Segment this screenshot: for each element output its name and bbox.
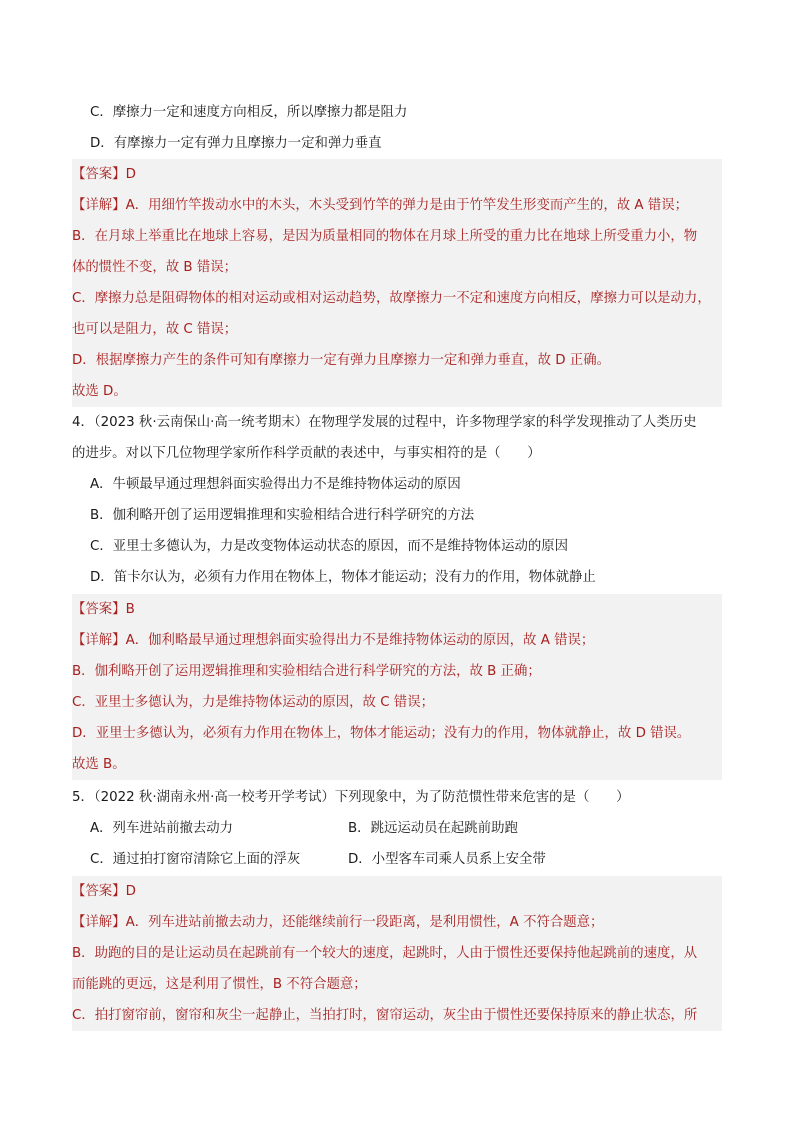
q5-options-row	[90, 813, 722, 844]
q4-detail-line: 故选 B。	[72, 749, 722, 780]
answer-value: B	[125, 602, 135, 617]
q3-detail-line: B．在月球上举重比在地球上容易，是因为质量相同的物体在月球上所受的重力比在地球上所受重力小，物	[72, 221, 722, 252]
detail-tag: 【详解】	[72, 915, 126, 930]
answer-tag: 【答案】	[72, 167, 126, 182]
q4-option-c: C．亚里士多德认为，力是改变物体运动状态的原因，而不是维持物体运动的原因	[90, 539, 569, 554]
answer-value: D	[125, 884, 136, 899]
q3-detail-line: 故选 D。	[72, 376, 722, 407]
answer-tag: 【答案】	[72, 884, 126, 899]
q5-options-row	[90, 844, 722, 875]
q3-detail-line: 也可以是阻力，故 C 错误；	[72, 314, 722, 345]
detail-tag: 【详解】	[72, 198, 126, 213]
q4-stem: 4．（2023 秋·云南保山·高一统考期末）在物理学发展的过程中，许多物理学家的科学发现推动了人类历史	[72, 415, 697, 430]
q4-answer	[72, 594, 722, 625]
q3-detail-line: C．摩擦力总是阻碍物体的相对运动或相对运动趋势，故摩擦力一不定和速度方向相反，摩擦力可以是动力，	[72, 283, 722, 314]
q5-answer	[72, 876, 722, 907]
q4-option-a: A．牛顿最早通过理想斜面实验得出力不是维持物体运动的原因	[90, 477, 461, 492]
q4-detail-line: B．伽利略开创了运用逻辑推理和实验相结合进行科学研究的方法，故 B 正确；	[72, 656, 722, 687]
q4-option-d: D．笛卡尔认为，必须有力作用在物体上，物体才能运动；没有力的作用，物体就静止	[90, 570, 596, 585]
q4-detail-line: C．亚里士多德认为，力是维持物体运动的原因，故 C 错误；	[72, 687, 722, 718]
q5-option-b: B．跳远运动员在起跳前助跑	[348, 821, 518, 836]
q5-stem: 5．（2022 秋·湖南永州·高一校考开学考试）下列现象中，为了防范惯性带来危害的是（ ）	[72, 790, 630, 805]
answer-value: D	[125, 167, 136, 182]
q5-detail-line: 【详解】A．列车进站前撤去动力，还能继续前行一段距离，是利用惯性，A 不符合题意；	[72, 907, 722, 938]
q4-option-b: B．伽利略开创了运用逻辑推理和实验相结合进行科学研究的方法	[90, 508, 475, 523]
q3-option-d: D．有摩擦力一定有弹力且摩擦力一定和弹力垂直	[90, 136, 382, 151]
q3-detail-line: 【详解】A．用细竹竿拨动水中的木头，木头受到竹竿的弹力是由于竹竿发生形变而产生的，故 A 错误；	[72, 190, 722, 221]
q3-option-c: C．摩擦力一定和速度方向相反，所以摩擦力都是阻力	[90, 105, 408, 120]
q5-detail-line: 而能跳的更远，这是利用了惯性，B 不符合题意；	[72, 969, 722, 1000]
answer-tag: 【答案】	[72, 602, 126, 617]
q4-detail-line: 【详解】A．伽利略最早通过理想斜面实验得出力不是维持物体运动的原因，故 A 错误；	[72, 625, 722, 656]
q5-detail-line: B．助跑的目的是让运动员在起跳前有一个较大的速度，起跳时，人由于惯性还要保持他起跳前的速度，从	[72, 938, 722, 969]
q3-detail-line: 体的惯性不变，故 B 错误；	[72, 252, 722, 283]
q4-stem: 的进步。对以下几位物理学家所作科学贡献的表述中，与事实相符的是（ ）	[72, 446, 541, 461]
q3-answer	[72, 159, 722, 190]
q3-detail-line: D．根据摩擦力产生的条件可知有摩擦力一定有弹力且摩擦力一定和弹力垂直，故 D 正确。	[72, 345, 722, 376]
q5-detail-line: C．拍打窗帘前，窗帘和灰尘一起静止，当拍打时，窗帘运动，灰尘由于惯性还要保持原来的静止状态，所	[72, 1000, 722, 1031]
q4-detail-line: D．亚里士多德认为，必须有力作用在物体上，物体才能运动；没有力的作用，物体就静止，故 D 错误。	[72, 718, 722, 749]
q5-option-d: D．小型客车司乘人员系上安全带	[348, 852, 546, 867]
q5-option-c: C．通过拍打窗帘清除它上面的浮灰	[90, 852, 301, 867]
q5-option-a: A．列车进站前撤去动力	[90, 821, 234, 836]
detail-tag: 【详解】	[72, 633, 126, 648]
